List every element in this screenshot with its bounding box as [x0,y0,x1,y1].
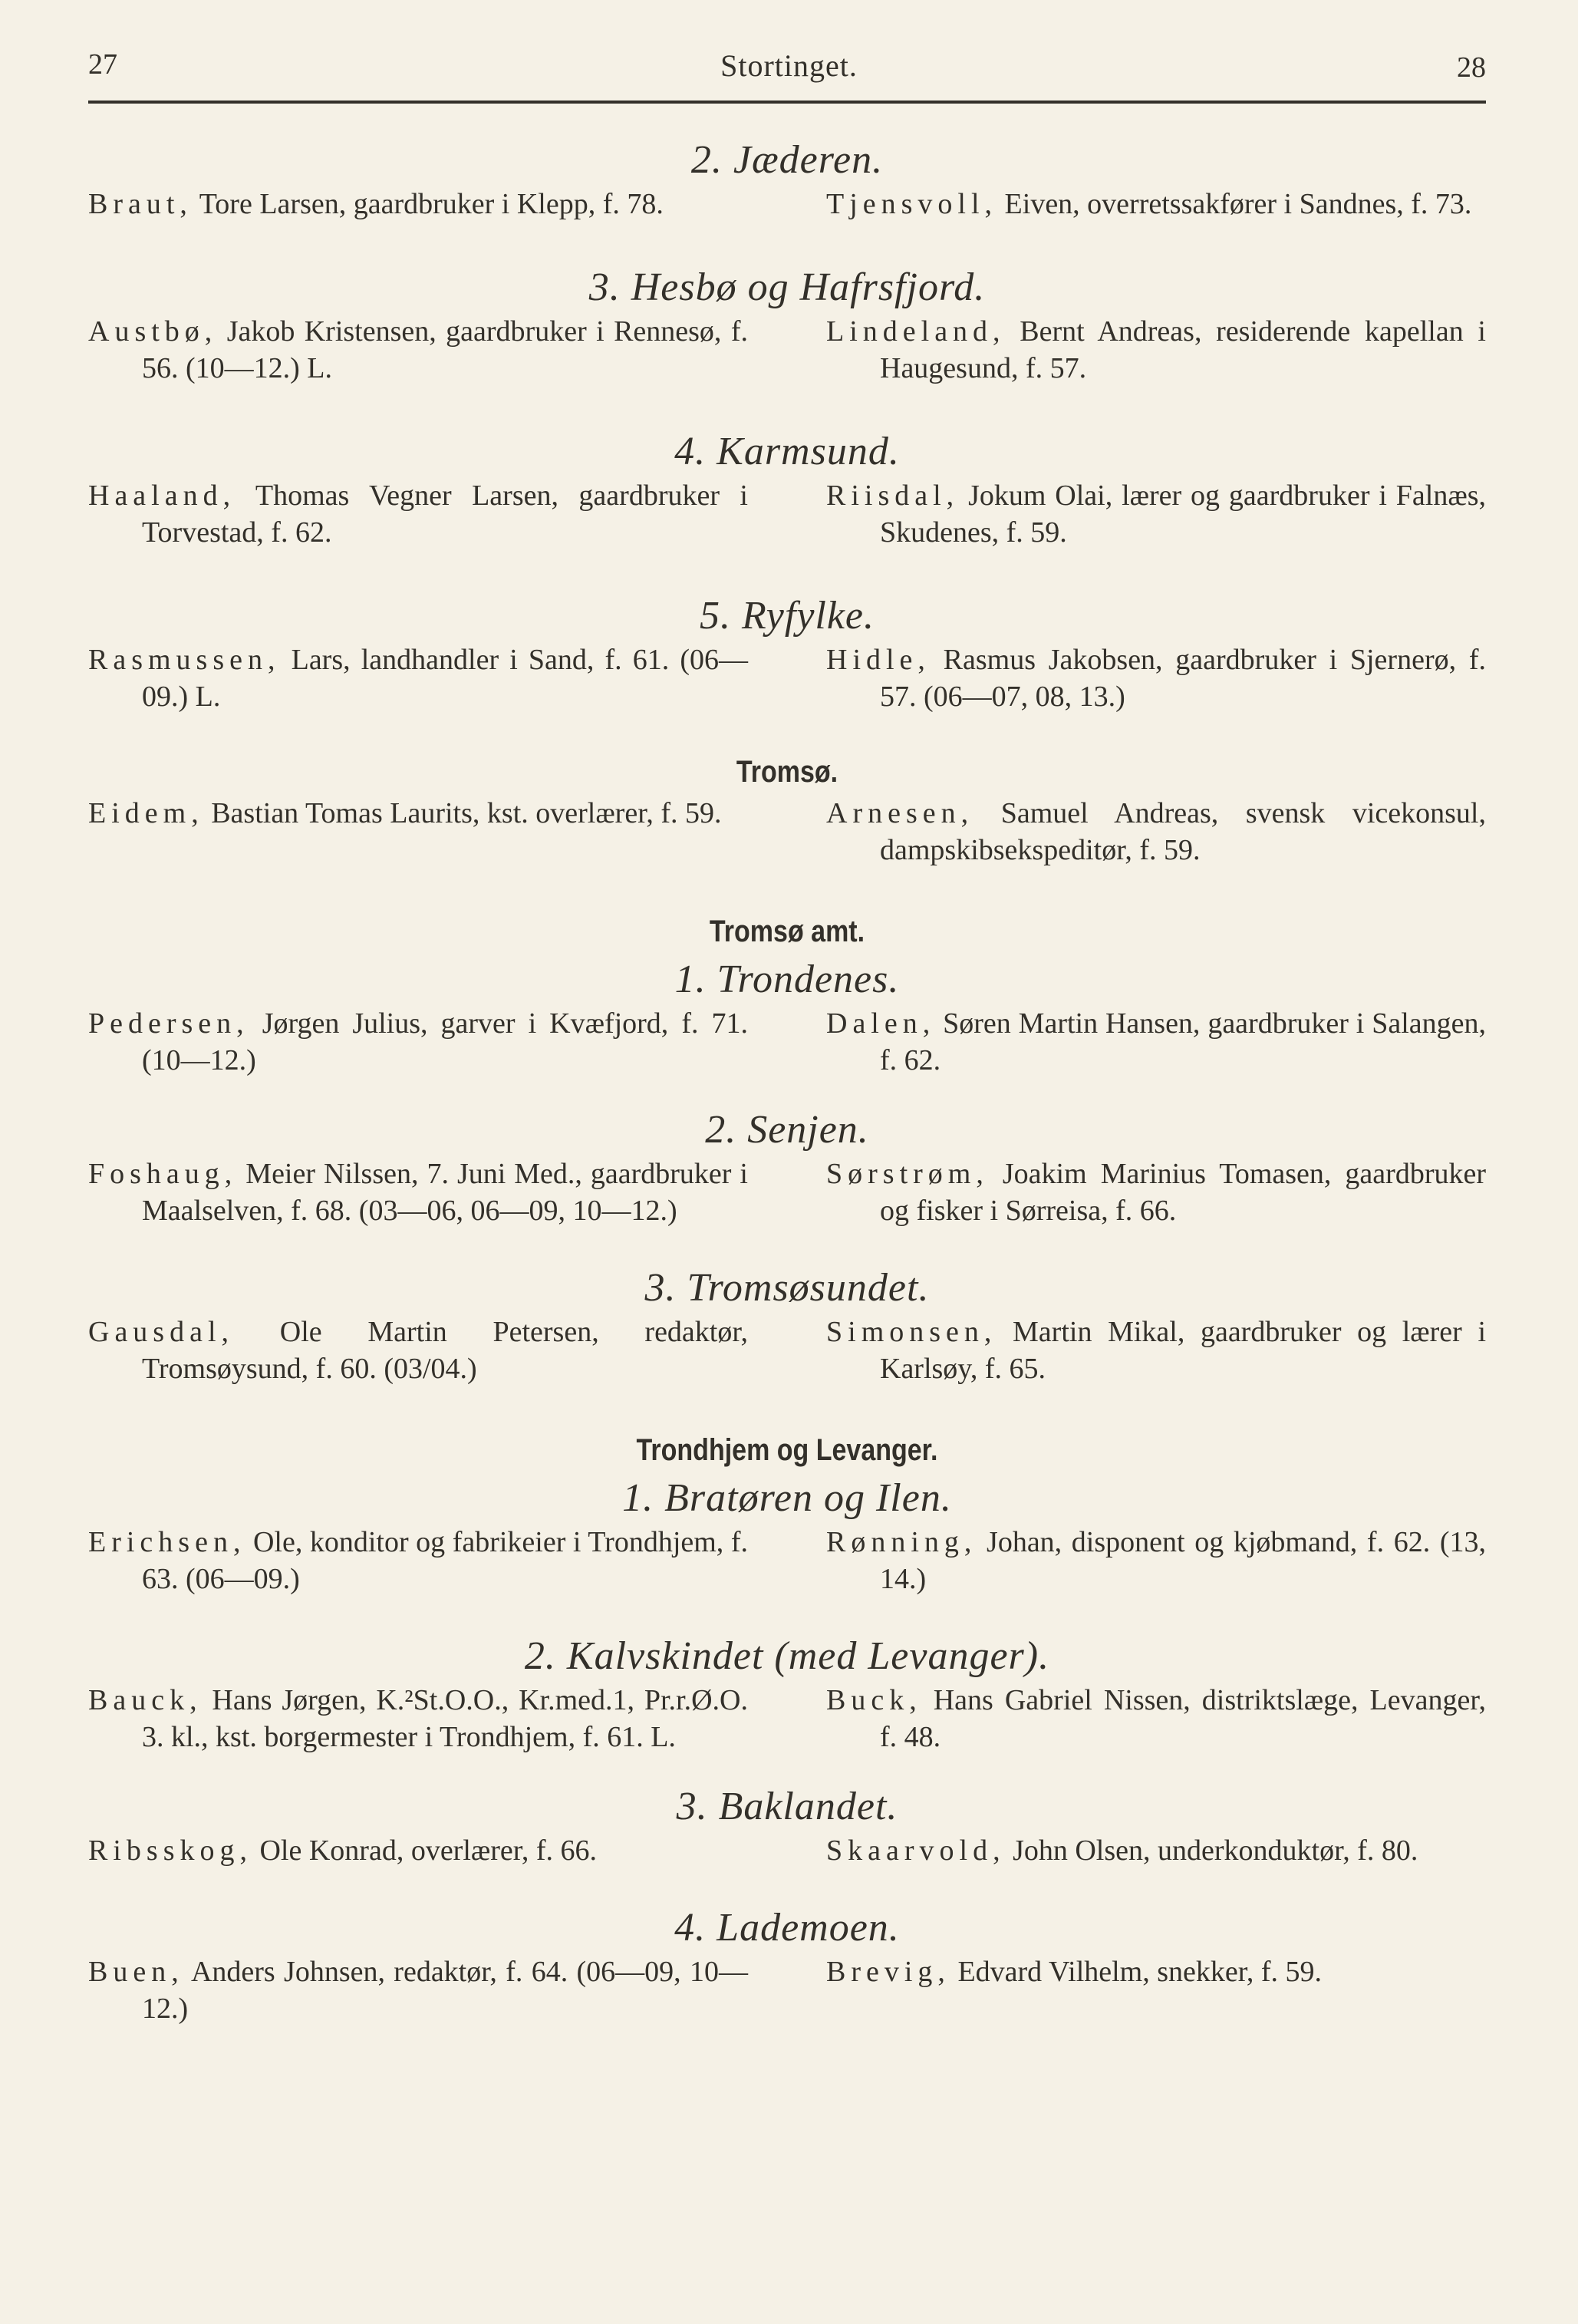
entry-surname: Tjensvoll, [826,188,998,220]
entry-surname: Hidle, [826,644,931,676]
entry-surname: Arnesen, [826,797,974,829]
page-number-right: 28 [1457,51,1486,84]
entry-row [88,1155,1486,1229]
entry-details: John Olsen, underkonduktør, f. 80. [1005,1834,1418,1867]
section-hesbo-hafrsfjord [88,262,1486,387]
entry-surname: Foshaug, [88,1158,238,1190]
entry-surname: Gausdal, [88,1316,235,1348]
entry-row [88,1314,1486,1387]
entry-surname: Dalen, [826,1007,936,1040]
section-karmsund [88,427,1486,551]
entry-details: Joakim Marinius Tomasen, gaardbruker og fisker i Sørreisa, f. 66. [880,1158,1486,1227]
entry-right [826,1832,1486,1869]
entry-surname: Rasmussen, [88,644,281,676]
entry-details: Johan, disponent og kjøbmand, f. 62. (13, 14.) [880,1526,1486,1595]
district-title: 4. Lademoen. [674,1906,900,1950]
district-title: 3. Baklandet. [676,1785,898,1828]
district-title: 4. Karmsund. [674,430,900,473]
entry-left [88,1155,748,1229]
document-body [88,135,1486,2027]
district-title: 5. Ryfylke. [699,594,875,638]
entry-details: Martin Mikal, gaardbruker og lærer i Karlsøy, f. 65. [880,1316,1486,1385]
entry-details: Hans Gabriel Nissen, distriktslæge, Levanger, f. 48. [880,1684,1486,1753]
entry-surname: Pedersen, [88,1007,249,1040]
section-bratoren-ilen [88,1427,1486,1597]
section-senjen [88,1105,1486,1229]
entry-row [88,795,1486,869]
entry-left [88,1314,748,1387]
entry-left [88,641,748,715]
entry-left [88,477,748,551]
entry-surname: Bauck, [88,1684,203,1716]
section-tromsosundet [88,1263,1486,1387]
entry-right [826,1155,1486,1229]
entry-right [826,1682,1486,1755]
constituency-heading: Tromsø. [736,755,838,789]
running-title: Stortinget. [720,48,858,83]
entry-surname: Haaland, [88,480,236,512]
entry-surname: Rønning, [826,1526,977,1558]
entry-details: Rasmus Jakobsen, gaardbruker i Sjernerø, f. 57. (06—07, 08, 13.) [880,644,1486,713]
district-title: 1. Trondenes. [674,958,900,1001]
entry-surname: Erichsen, [88,1526,246,1558]
entry-left [88,186,748,223]
section-lademoen [88,1903,1486,2027]
entry-right [826,1953,1486,2027]
entry-right [826,313,1486,387]
entry-surname: Simonsen, [826,1316,997,1348]
section-trondenes [88,908,1486,1079]
entry-row [88,313,1486,387]
entry-details: Hans Jørgen, K.²St.O.O., Kr.med.1, Pr.r.Ø.O. 3. kl., kst. borgermester i Trondhjem, f. 61. L. [142,1684,748,1753]
entry-row [88,1953,1486,2027]
entry-details: Samuel Andreas, svensk vicekonsul, dampskibsekspeditør, f. 59. [880,797,1486,866]
entry-surname: Austbø, [88,315,218,348]
section-baklandet [88,1782,1486,1869]
entry-surname: Buen, [88,1956,184,1988]
entry-surname: Ribsskog, [88,1834,252,1867]
entry-right [826,1314,1486,1387]
section-ryfylke [88,591,1486,715]
entry-left [88,1682,748,1755]
entry-details: Jakob Kristensen, gaardbruker i Rennesø, f. 56. (10—12.) L. [142,315,748,384]
entry-left [88,1832,748,1869]
entry-right [826,795,1486,869]
entry-details: Tore Larsen, gaardbruker i Klepp, f. 78. [192,188,664,220]
constituency-heading: Trondhjem og Levanger. [636,1433,938,1467]
entry-row [88,477,1486,551]
entry-surname: Skaarvold, [826,1834,1006,1867]
section-jaederen [88,135,1486,223]
entry-details: Ole Konrad, overlærer, f. 66. [252,1834,598,1867]
entry-details: Bastian Tomas Laurits, kst. overlærer, f. 59. [203,797,722,829]
entry-right [826,641,1486,715]
entry-left [88,313,748,387]
entry-surname: Braut, [88,188,193,220]
district-title: 2. Senjen. [705,1108,869,1152]
entry-right [826,1524,1486,1597]
entry-surname: Riisdal, [826,480,960,512]
entry-right [826,1005,1486,1079]
entry-row [88,1832,1486,1869]
entry-row [88,1005,1486,1079]
entry-left [88,1953,748,2027]
entry-surname: Eidem, [88,797,204,829]
entry-row [88,186,1486,223]
district-title: 1. Bratøren og Ilen. [622,1476,952,1520]
header-rule [88,101,1486,104]
entry-details: Edvard Vilhelm, snekker, f. 59. [950,1956,1323,1988]
entry-right [826,186,1486,223]
entry-details: Thomas Vegner Larsen, gaardbruker i Torvestad, f. 62. [142,480,748,549]
entry-details: Ole Martin Petersen, redaktør, Tromsøysund, f. 60. (03/04.) [142,1316,748,1385]
section-tromso [88,749,1486,869]
entry-details: Meier Nilssen, 7. Juni Med., gaardbruker i Maalselven, f. 68. (03—06, 06—09, 10—12.) [142,1158,748,1227]
entry-details: Jørgen Julius, garver i Kvæfjord, f. 71. (10—12.) [142,1007,748,1076]
entry-row [88,1524,1486,1597]
section-kalvskindet [88,1631,1486,1755]
entry-surname: Sørstrøm, [826,1158,989,1190]
entry-details: Eiven, overretssakfører i Sandnes, f. 73. [997,188,1472,220]
entry-row [88,641,1486,715]
entry-details: Lars, landhandler i Sand, f. 61. (06—09.) L. [142,644,748,713]
entry-details: Anders Johnsen, redaktør, f. 64. (06—09, 10—12.) [142,1956,748,2025]
entry-details: Bernt Andreas, residerende kapellan i Haugesund, f. 57. [880,315,1486,384]
district-title: 2. Jæderen. [690,138,884,182]
entry-left [88,1524,748,1597]
entry-row [88,1682,1486,1755]
entry-right [826,477,1486,551]
district-title: 3. Tromsøsundet. [644,1266,930,1310]
entry-details: Jokum Olai, lærer og gaardbruker i Falnæs, Skudenes, f. 59. [880,480,1486,549]
page-number-left: 27 [88,48,117,81]
entry-surname: Lindeland, [826,315,1006,348]
page-header [0,0,1578,100]
entry-details: Søren Martin Hansen, gaardbruker i Salangen, f. 62. [880,1007,1486,1076]
district-title: 3. Hesbø og Hafrsfjord. [588,265,986,309]
entry-surname: Buck, [826,1684,922,1716]
entry-left [88,1005,748,1079]
entry-details: Ole, konditor og fabrikeier i Trondhjem, f. 63. (06—09.) [142,1526,748,1595]
entry-left [88,795,748,869]
constituency-heading: Tromsø amt. [709,915,865,948]
entry-surname: Brevig, [826,1956,950,1988]
district-title: 2. Kalvskindet (med Levanger). [524,1634,1050,1678]
